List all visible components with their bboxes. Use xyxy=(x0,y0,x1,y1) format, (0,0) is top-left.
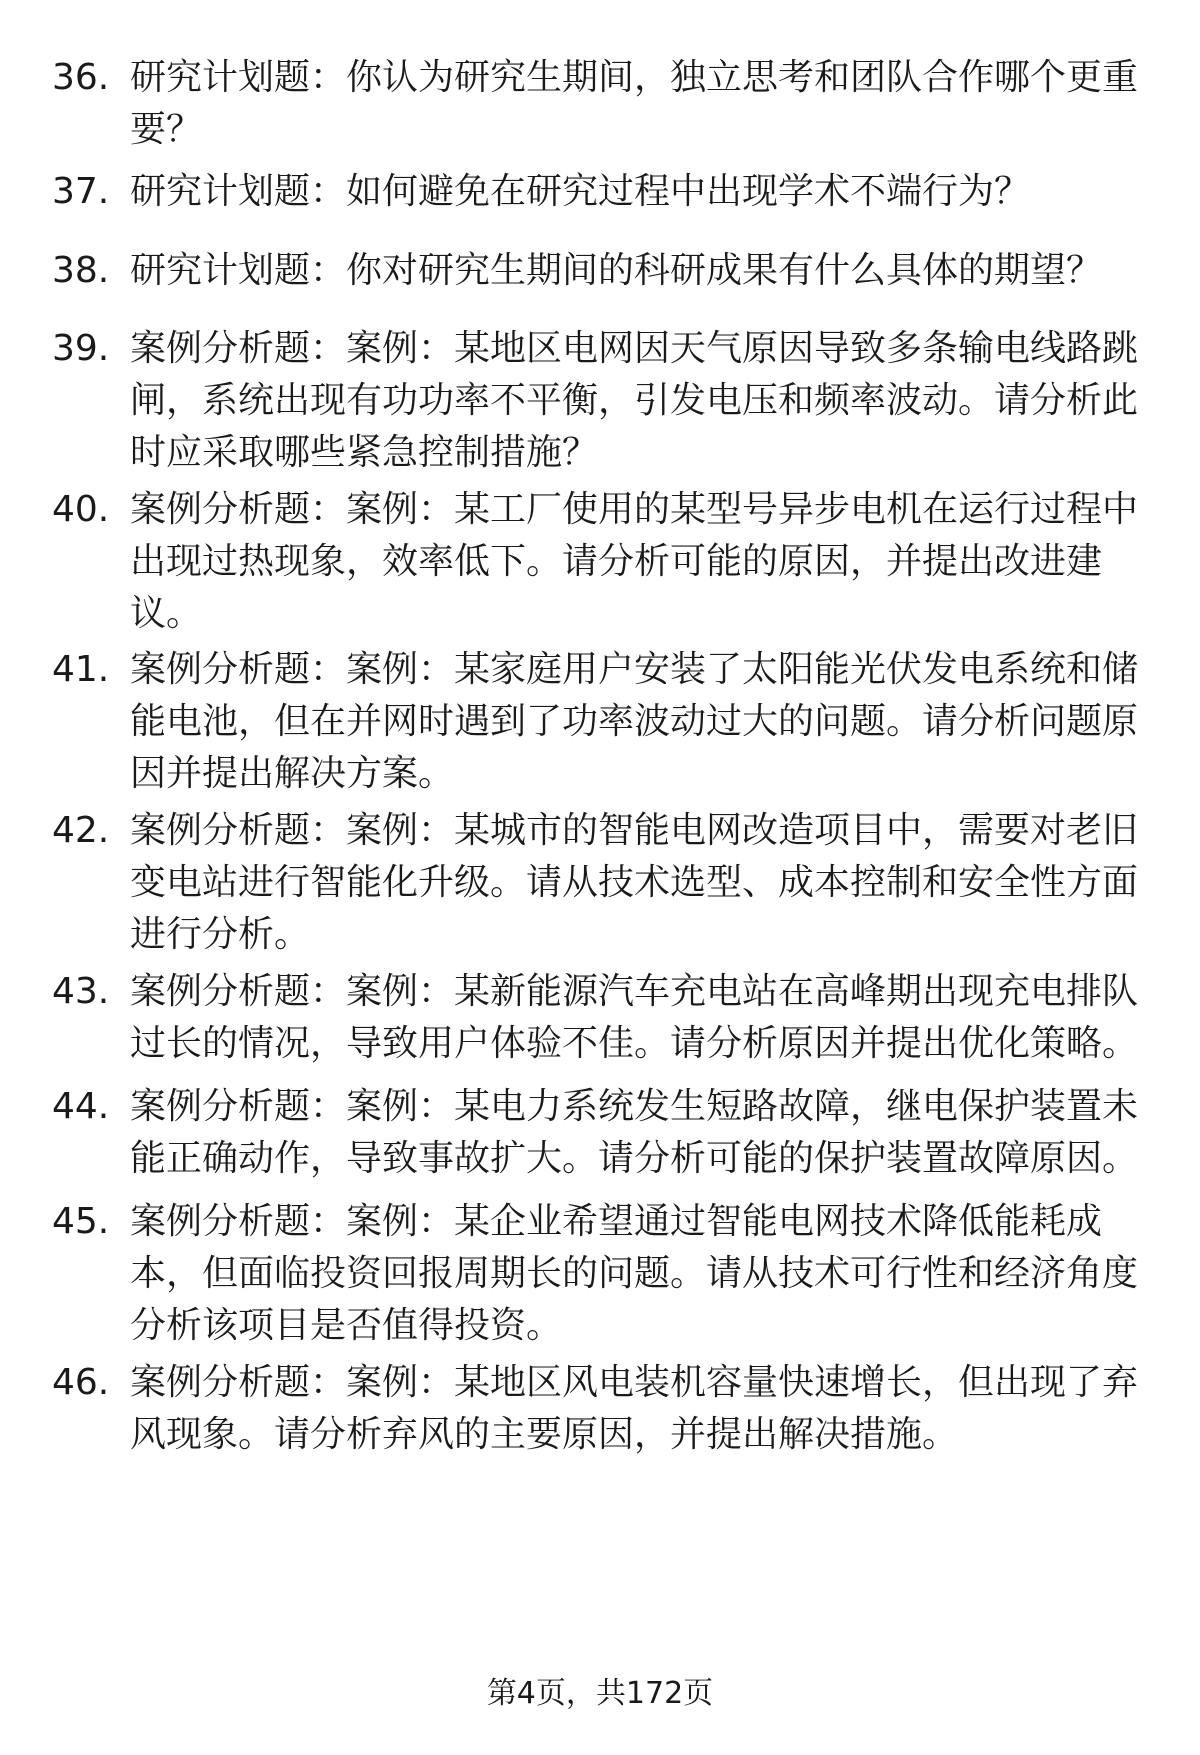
question-text: 案例分析题：案例：某电力系统发生短路故障，继电保护装置未能正确动作，导致事故扩大。请分析可能的保护装置故障原因。 xyxy=(130,1086,1139,1179)
question-text: 案例分析题：案例：某城市的智能电网改造项目中，需要对老旧变电站进行智能化升级。请从技术选型、成本控制和安全性方面进行分析。 xyxy=(130,810,1139,955)
question-number: 43. xyxy=(52,971,110,1012)
question-number: 46. xyxy=(52,1362,110,1403)
question-item xyxy=(52,52,1142,156)
question-item xyxy=(52,245,1142,297)
question-item xyxy=(52,805,1142,961)
question-text: 案例分析题：案例：某工厂使用的某型号异步电机在运行过程中出现过热现象，效率低下。请分析可能的原因，并提出改进建议。 xyxy=(130,489,1139,634)
question-item xyxy=(52,966,1142,1070)
question-number: 40. xyxy=(52,489,110,530)
question-number: 45. xyxy=(52,1201,110,1242)
question-text: 研究计划题：你认为研究生期间，独立思考和团队合作哪个更重要？ xyxy=(130,57,1139,150)
question-item xyxy=(52,323,1142,479)
question-text: 案例分析题：案例：某地区风电装机容量快速增长，但出现了弃风现象。请分析弃风的主要原因，并提出解决措施。 xyxy=(130,1362,1139,1455)
question-text: 案例分析题：案例：某新能源汽车充电站在高峰期出现充电排队过长的情况，导致用户体验不佳。请分析原因并提出优化策略。 xyxy=(130,971,1139,1064)
question-item xyxy=(52,644,1142,800)
page-footer: 第4页，共172页 xyxy=(486,1676,714,1711)
question-text: 研究计划题：如何避免在研究过程中出现学术不端行为？ xyxy=(130,171,1031,212)
question-item xyxy=(52,1196,1142,1352)
question-text: 案例分析题：案例：某企业希望通过智能电网技术降低能耗成本，但面临投资回报周期长的问题。请从技术可行性和经济角度分析该项目是否值得投资。 xyxy=(130,1201,1139,1346)
question-number: 37. xyxy=(52,171,110,212)
question-item xyxy=(52,166,1142,218)
question-number: 36. xyxy=(52,57,110,98)
question-number: 44. xyxy=(52,1086,110,1127)
question-text: 研究计划题：你对研究生期间的科研成果有什么具体的期望？ xyxy=(130,250,1103,291)
question-number: 42. xyxy=(52,810,110,851)
question-number: 38. xyxy=(52,250,110,291)
question-text: 案例分析题：案例：某地区电网因天气原因导致多条输电线路跳闸，系统出现有功功率不平衡，引发电压和频率波动。请分析此时应采取哪些紧急控制措施？ xyxy=(130,328,1139,473)
question-text: 案例分析题：案例：某家庭用户安装了太阳能光伏发电系统和储能电池，但在并网时遇到了功率波动过大的问题。请分析问题原因并提出解决方案。 xyxy=(130,649,1139,794)
question-number: 39. xyxy=(52,328,110,369)
question-item xyxy=(52,1357,1142,1461)
question-number: 41. xyxy=(52,649,110,690)
question-item xyxy=(52,1081,1142,1185)
question-item xyxy=(52,484,1142,640)
